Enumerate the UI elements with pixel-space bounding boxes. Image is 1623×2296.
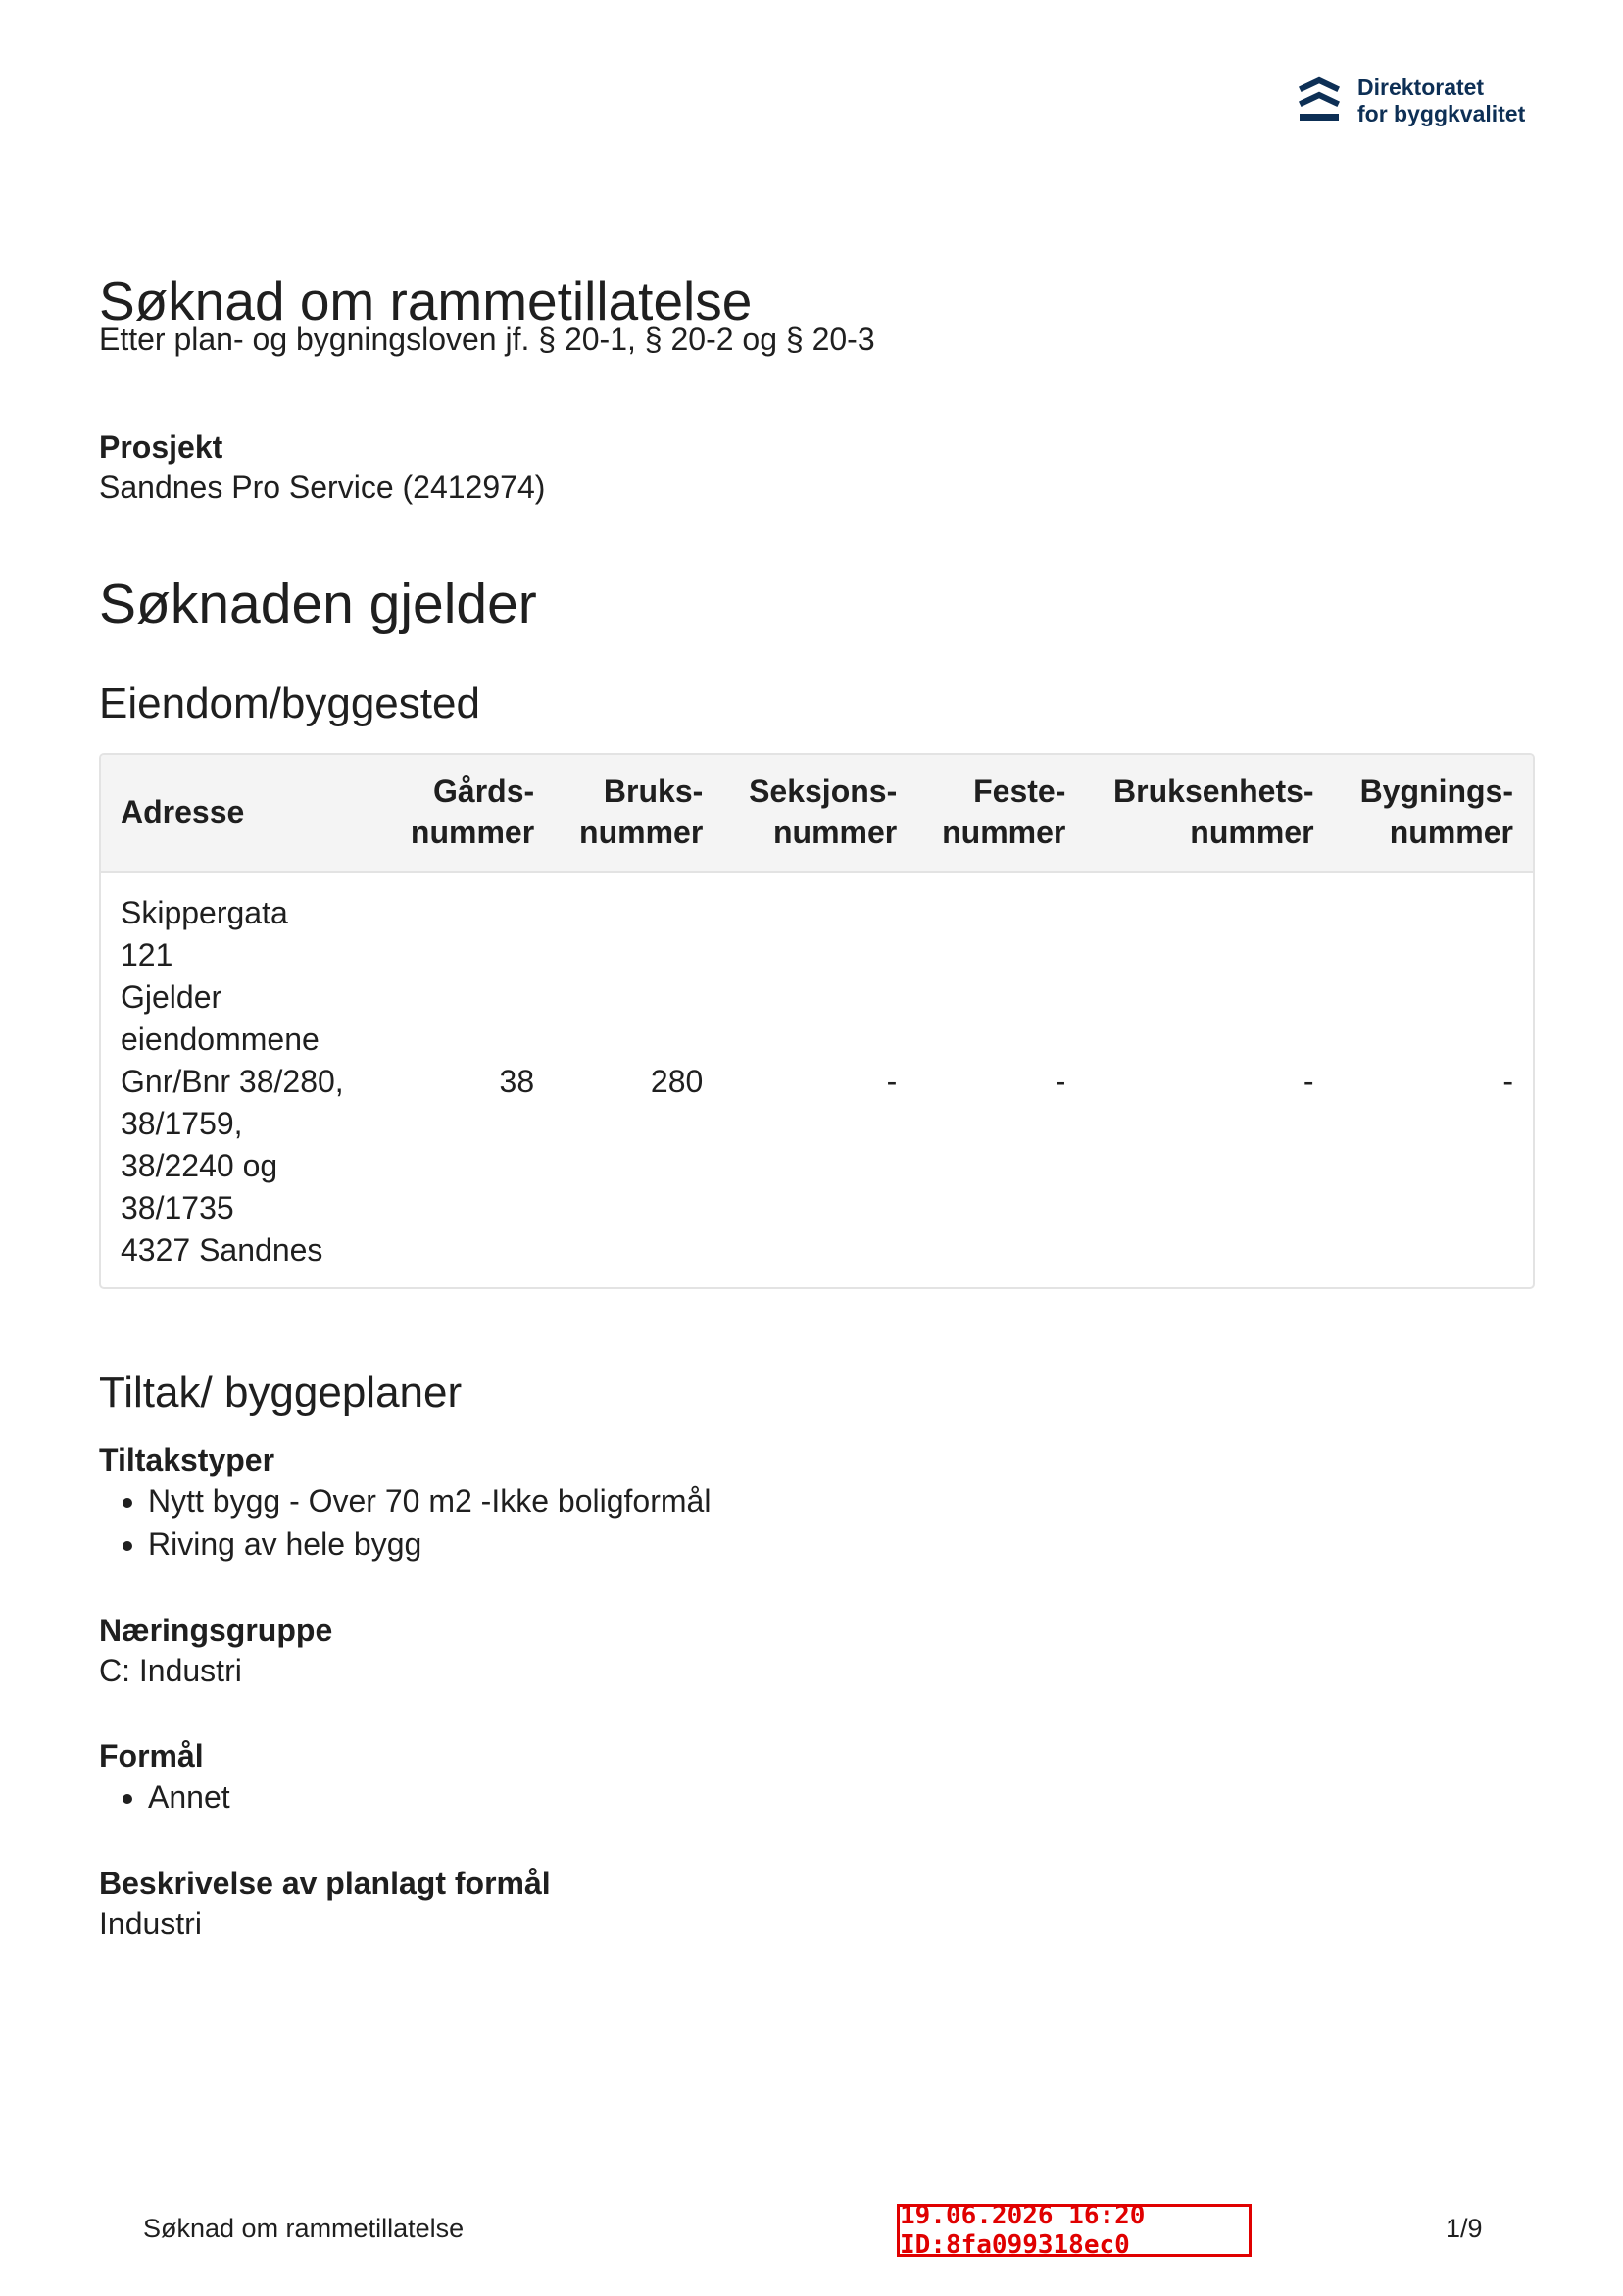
column-header-gardsnummer-text: Gårds- nummer [410,774,535,850]
logo-line-2: for byggkvalitet [1357,101,1526,126]
beskrivelse-value: Industri [99,1906,202,1941]
property-table [99,753,1535,1289]
column-header-bruksnummer-text: Bruks- nummer [579,774,704,850]
column-header-bruksnummer [554,755,722,872]
project-value: Sandnes Pro Service (2412974) [99,470,546,505]
property-title: Eiendom/byggested [99,679,480,727]
cell-bruksenhetsnummer: - [1085,872,1333,1287]
column-header-bruksenhetsnummer [1085,755,1333,872]
document-content [99,271,1533,1944]
timestamp-stamp: 19.06.2026 16:20 ID:8fa099318ec0 [897,2204,1252,2257]
cell-gardsnummer: 38 [385,872,554,1287]
table-row [101,872,1533,1287]
tiltak-title: Tiltak/ byggeplaner [99,1369,463,1417]
column-header-seksjonsnummer [722,755,916,872]
page-title: Søknad om rammetillatelse [99,271,753,331]
naeringsgruppe-value: C: Industri [99,1653,242,1688]
column-header-festenummer-text: Feste- nummer [942,774,1066,850]
project-label: Prosjekt [99,429,223,465]
tiltakstyper-label: Tiltakstyper [99,1442,275,1477]
cell-adresse: Skippergata 121 Gjelder eiendommene Gnr/Bnr 38/280, 38/1759, 38/2240 og 38/1735 4327 Sandnes [101,872,385,1287]
cell-festenummer: - [916,872,1085,1287]
tiltakstyper-list [99,1479,1533,1566]
section-title: Søknaden gjelder [99,573,537,635]
logo-text [1357,75,1525,127]
footer-doc-title: Søknad om rammetillatelse [143,2214,465,2243]
formal-list [99,1775,1533,1819]
page-subtitle: Etter plan- og bygningsloven jf. § 20-1, § 20-2 og § 20-3 [99,322,875,357]
table-header-row [101,755,1533,872]
dibk-logo-icon [1299,76,1340,125]
list-item: • Annet [148,1775,1533,1819]
column-header-adresse: Adresse [121,794,245,829]
cell-bygningsnummer: - [1334,872,1533,1287]
column-header-bruksenhetsnummer-text: Bruksenhets- nummer [1113,774,1314,850]
cell-bruksnummer: 280 [554,872,722,1287]
column-header-bygningsnummer-text: Bygnings- nummer [1359,774,1513,850]
column-header-festenummer [916,755,1085,872]
page-number: 1/9 [1446,2214,1483,2243]
column-header-gardsnummer [385,755,554,872]
column-header-seksjonsnummer-text: Seksjons- nummer [749,774,898,850]
cell-seksjonsnummer: - [722,872,916,1287]
logo-line-1: Direktoratet [1357,75,1485,100]
beskrivelse-label: Beskrivelse av planlagt formål [99,1866,551,1901]
list-item: • Riving av hele bygg [148,1522,1533,1566]
naeringsgruppe-label: Næringsgruppe [99,1613,333,1648]
formal-label: Formål [99,1738,204,1773]
list-item: • Nytt bygg - Over 70 m2 -Ikke boligformål [148,1479,1533,1522]
page-footer [0,2201,1623,2260]
dibk-logo [1299,75,1525,127]
column-header-bygningsnummer [1334,755,1533,872]
